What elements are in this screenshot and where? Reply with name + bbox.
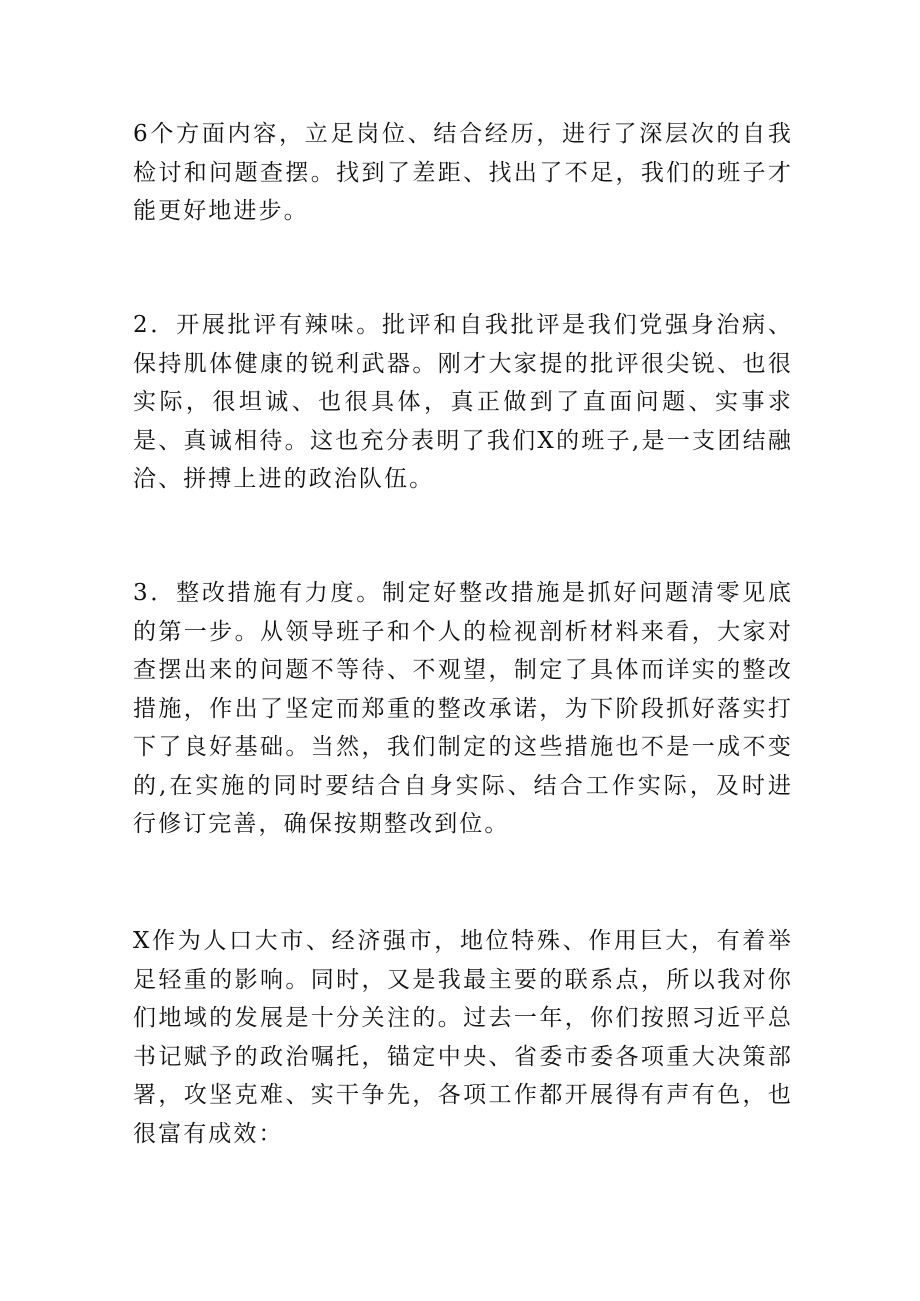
paragraph-city-overview: X作为人口大市、经济强市，地位特殊、作用巨大，有着举足轻重的影响。同时，又是我最主要的联系点，所以我对你们地域的发展是十分关注的。过去一年，你们按照习近平总书记赋予的政治嘱托，锚定中央、省委市委各项重大决策部署，攻坚克难、实干争先，各项工作都开展得有声有色，也很富有成效： [133, 928, 793, 1147]
paragraph-rectification: 3．整改措施有力度。制定好整改措施是抓好问题清零见底的第一步。从领导班子和个人的检视剖析材料来看，大家对查摆出来的问题不等待、不观望，制定了具体而详实的整改措施，作出了坚定而郑重的整改承诺，为下阶段抓好落实打下了良好基础。当然，我们制定的这些措施也不是一成不变的,在实施的同时要结合自身实际、结合工作实际，及时进行修订完善，确保按期整改到位。 [133, 580, 793, 837]
paragraph-self-examination: 6个方面内容，立足岗位、结合经历，进行了深层次的自我检讨和问题查摆。找到了差距、找出了不足，我们的班子才能更好地进步。 [133, 121, 793, 224]
paragraph-criticism: 2．开展批评有辣味。批评和自我批评是我们党强身治病、保持肌体健康的锐利武器。刚才大家提的批评很尖锐、也很实际，很坦诚、也很具体，真正做到了直面问题、实事求是、真诚相待。这也充分表明了我们X的班子,是一支团结融洽、拼搏上进的政治队伍。 [133, 312, 793, 492]
